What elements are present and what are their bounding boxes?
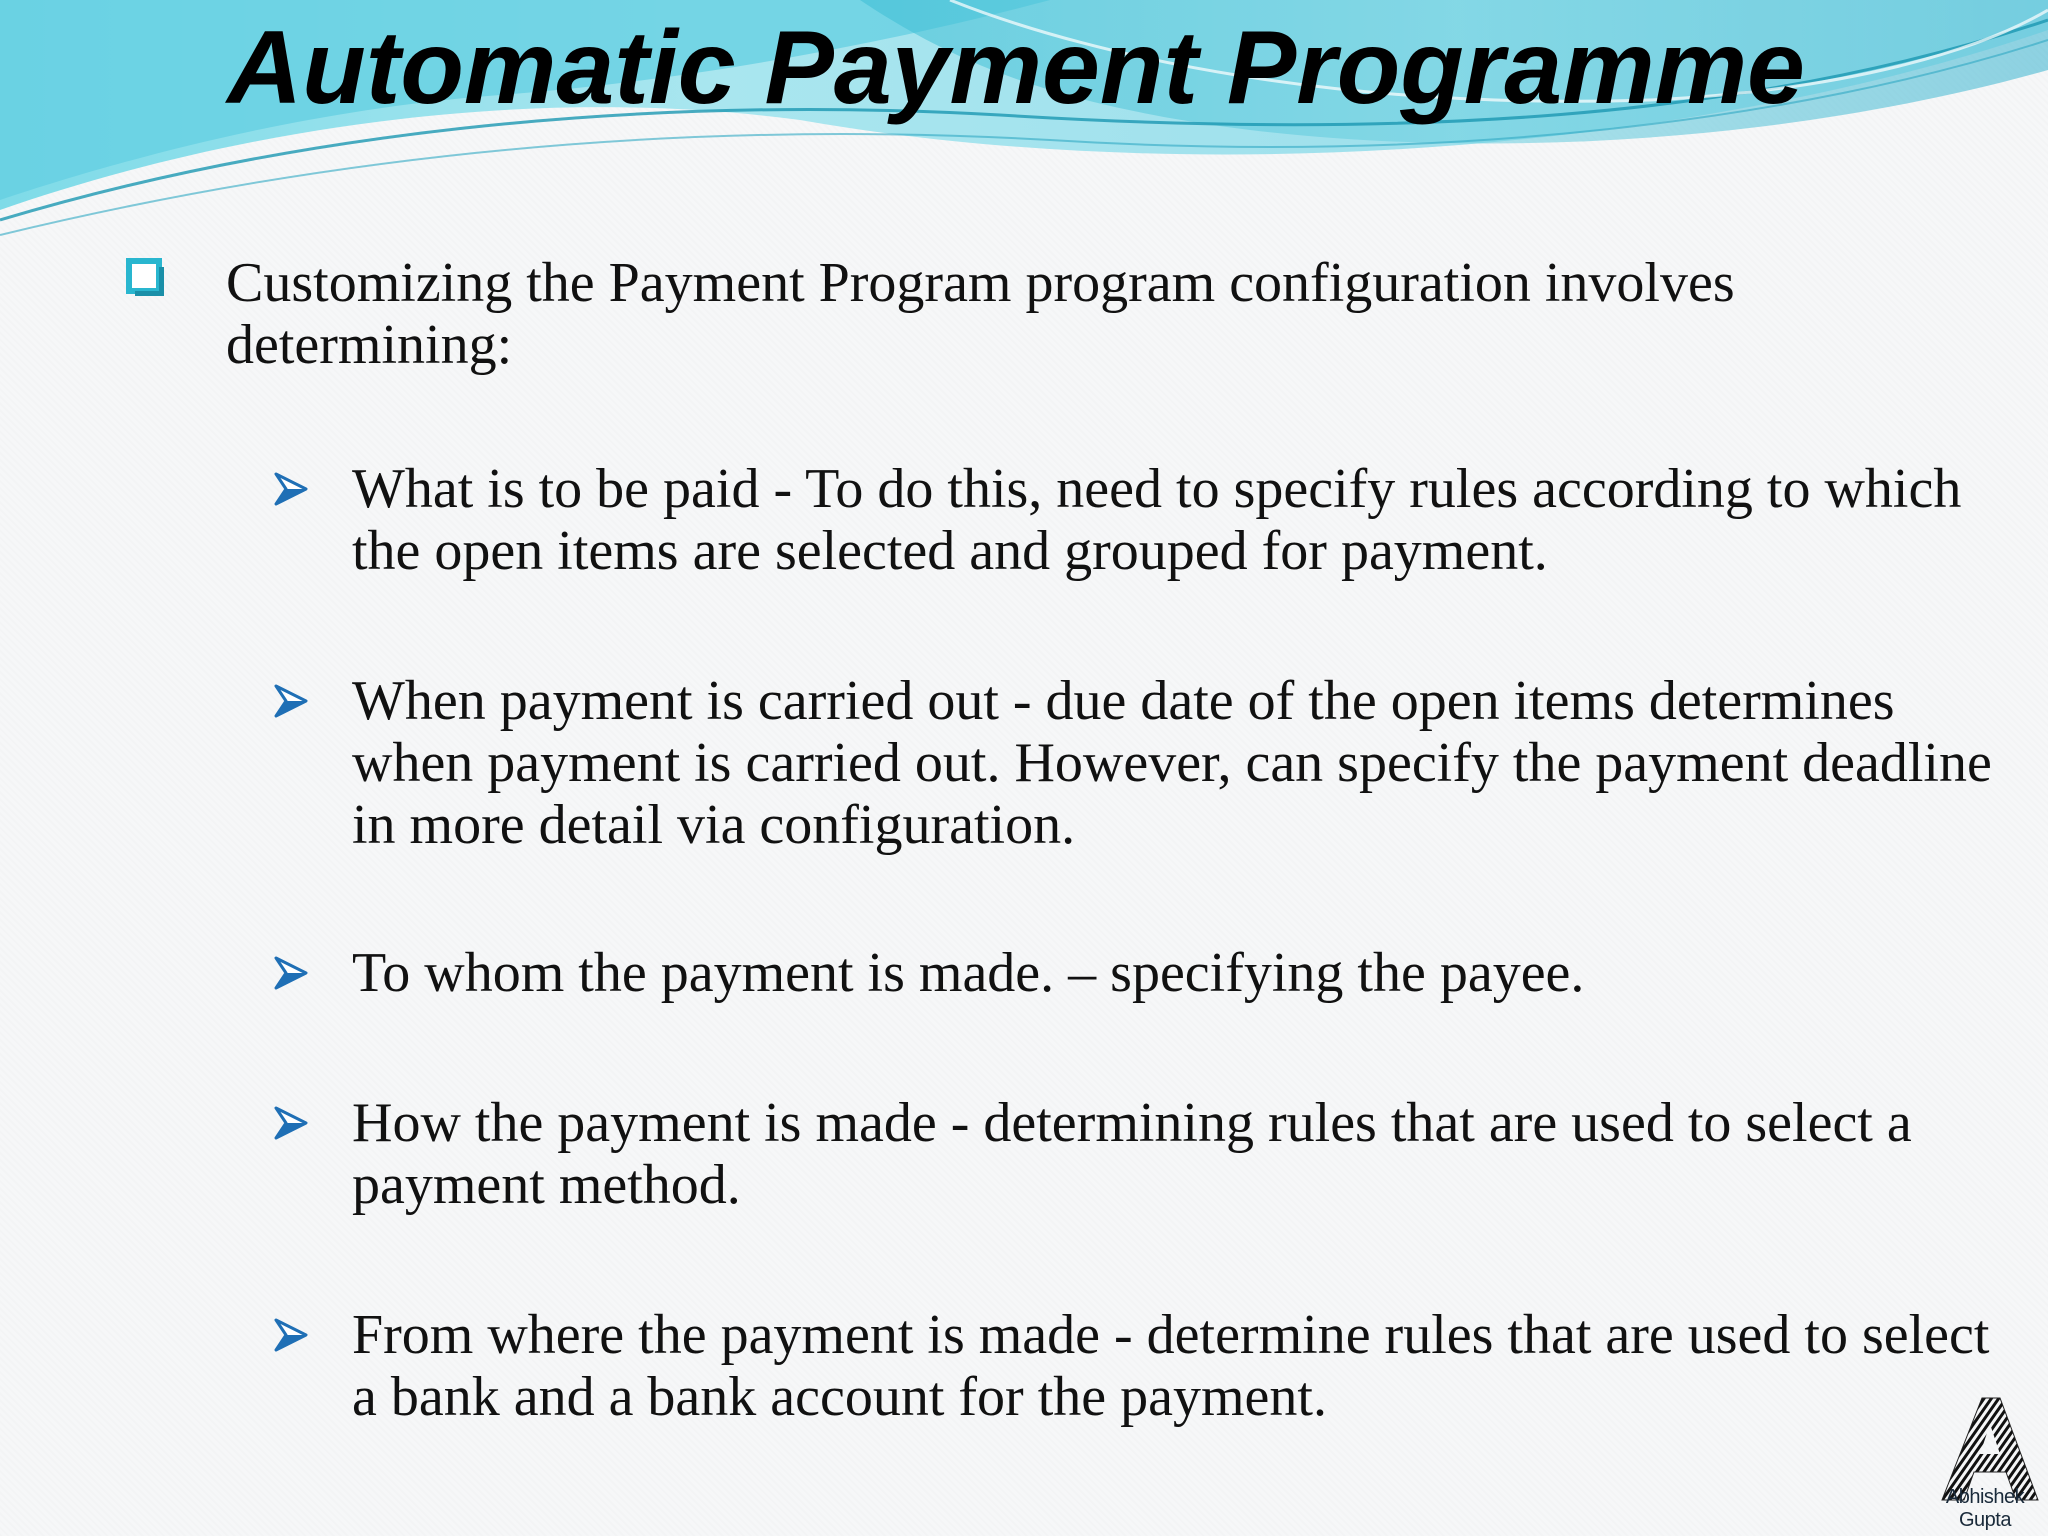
slide-title: Automatic Payment Programme	[227, 10, 1805, 126]
main-bullet-text: Customizing the Payment Program program configuration involves determining:	[226, 252, 1735, 376]
arrowhead-bullet-icon	[274, 1106, 308, 1140]
sub-bullet-text: How the payment is made - determining rules that are used to select a payment method.	[352, 1092, 1912, 1216]
author-logo	[1922, 1396, 2048, 1536]
author-name: Abhishek Gupta	[1945, 1486, 2025, 1531]
sub-bullet-text: To whom the payment is made. – specifying the payee.	[352, 942, 1585, 1004]
arrowhead-bullet-icon	[274, 956, 308, 990]
arrowhead-bullet-icon	[274, 472, 308, 506]
arrowhead-bullet-icon	[274, 1318, 308, 1352]
square-bullet-icon	[126, 258, 166, 298]
arrowhead-bullet-icon	[274, 684, 308, 718]
sub-bullet-text: What is to be paid - To do this, need to specify rules according to which the open items are selected and grouped for payment.	[352, 458, 1962, 582]
sub-bullet-text: When payment is carried out - due date of the open items determines when payment is carried out. However, can specify the payment deadline in more detail via configuration.	[352, 670, 1992, 856]
sub-bullet-text: From where the payment is made - determine rules that are used to select a bank and a bank account for the payment.	[352, 1304, 1990, 1428]
